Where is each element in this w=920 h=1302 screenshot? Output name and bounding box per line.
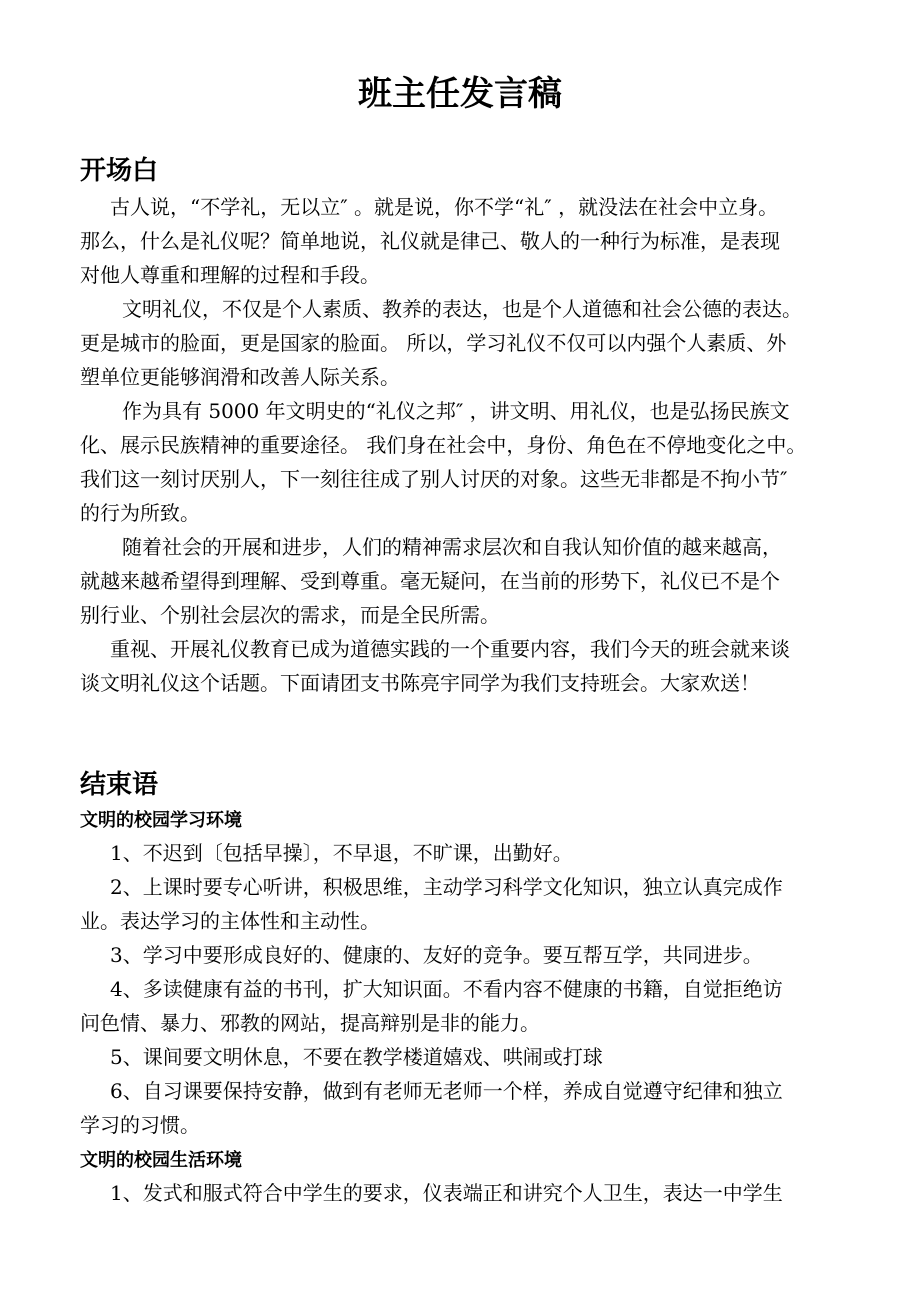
text-line: 更是城市的脸面，更是国家的脸面。 所以，学习礼仪不仅可以内强个人素质、外 (80, 331, 787, 355)
text-line: 4、多读健康有益的书刊，扩大知识面。不看内容不健康的书籍，自觉拒绝访 (110, 977, 783, 1001)
subheading-life-environment: 文明的校园生活环境 (80, 1150, 242, 1171)
text-line: 的行为所致。 (80, 501, 200, 525)
paragraph (80, 530, 850, 632)
text-line: 对他人尊重和理解的过程和手段。 (80, 263, 380, 287)
paragraph (80, 394, 850, 530)
text-line: 作为具有 5000 年文明史的“礼仪之邦″ ，讲文明、用礼仪，也是弘扬民族文 (122, 399, 790, 423)
text-line: 2、上课时要专心听讲，积极思维，主动学习科学文化知识，独立认真完成作 (110, 875, 783, 899)
paragraph (80, 190, 850, 292)
text-line: 6、自习课要保持安静，做到有老师无老师一个样，养成自觉遵守纪律和独立 (110, 1079, 783, 1103)
text-line: 别行业、个别社会层次的需求，而是全民所需。 (80, 603, 500, 627)
list-item (80, 836, 850, 870)
text-line: 重视、开展礼仪教育已成为道德实践的一个重要内容，我们今天的班会就来谈 (110, 637, 790, 661)
text-line: 就越来越希望得到理解、受到尊重。毫无疑问，在当前的形势下，礼仪已不是个 (80, 569, 780, 593)
paragraph (80, 292, 850, 394)
text-line: 塑单位更能够润滑和改善人际关系。 (80, 365, 400, 389)
text-line: 业。表达学习的主体性和主动性。 (80, 909, 380, 933)
list-item (80, 870, 850, 938)
text-line: 我们这一刻讨厌别人，下一刻往往成了别人讨厌的对象。这些无非都是不拘小节″ (80, 467, 788, 491)
list-item (80, 1176, 850, 1210)
list-item (80, 972, 850, 1040)
text-line: 问色情、暴力、邪教的网站，提高辩别是非的能力。 (80, 1011, 540, 1035)
list-item (80, 938, 850, 972)
list-item (80, 1040, 850, 1074)
document-title: 班主任发言稿 (358, 74, 562, 114)
text-line: 1、不迟到〔包括早操〕，不早退，不旷课，出勤好。 (110, 841, 573, 865)
text-line: 学习的习惯。 (80, 1113, 200, 1137)
text-line: 3、学习中要形成良好的、健康的、友好的竞争。要互帮互学，共同进步。 (110, 943, 763, 967)
text-line: 文明礼仪，不仅是个人素质、教养的表达，也是个人道德和社会公德的表达。 (122, 297, 802, 321)
study-list (80, 836, 850, 1142)
paragraph (80, 632, 850, 700)
life-list (80, 1176, 850, 1210)
section-heading-closing: 结束语 (80, 770, 159, 800)
section-heading-opening: 开场白 (80, 156, 159, 186)
text-line: 随着社会的开展和进步，人们的精神需求层次和自我认知价值的越来越高， (122, 535, 782, 559)
text-line: 古人说，“不学礼，无以立″ 。就是说，你不学“礼″ ，就没法在社会中立身。 (110, 195, 779, 219)
text-line: 5、课间要文明休息，不要在教学楼道嬉戏、哄闹或打球 (110, 1045, 603, 1069)
list-item (80, 1074, 850, 1142)
text-line: 那么，什么是礼仪呢？简单地说，礼仪就是律己、敬人的一种行为标准，是表现 (80, 229, 780, 253)
opening-body (80, 190, 850, 700)
text-line: 谈文明礼仪这个话题。下面请团支书陈亮宇同学为我们支持班会。大家欢送！ (80, 671, 760, 695)
text-line: 化、展示民族精神的重要途径。 我们身在社会中，身份、角色在不停地变化之中。 (80, 433, 807, 457)
subheading-study-environment: 文明的校园学习环境 (80, 810, 242, 831)
text-line: 1、发式和服式符合中学生的要求，仪表端正和讲究个人卫生，表达一中学生 (110, 1181, 783, 1205)
